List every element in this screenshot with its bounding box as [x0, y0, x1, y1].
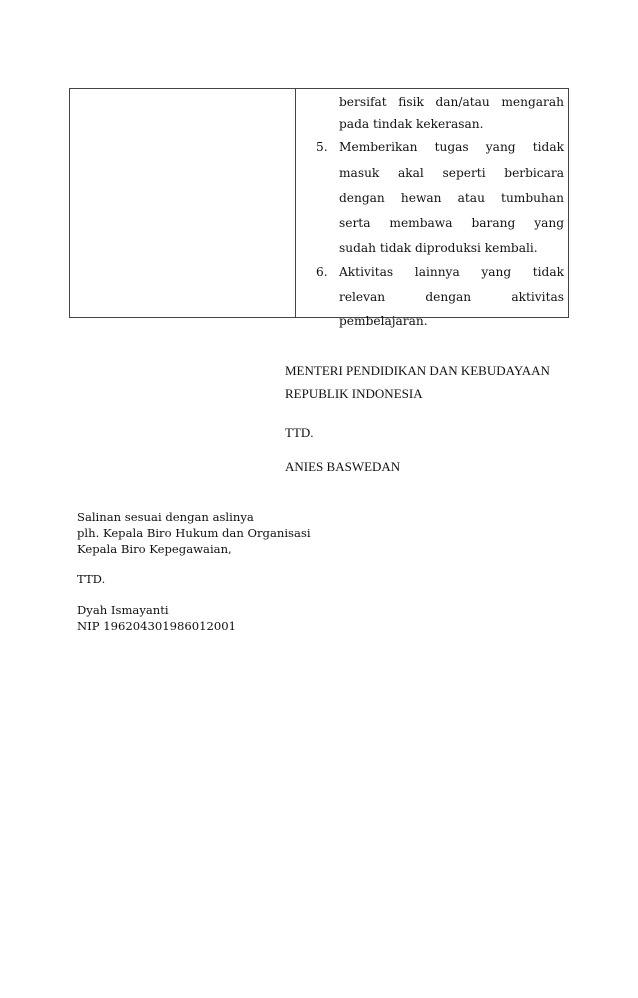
word: fisik	[398, 95, 424, 109]
word: akal	[397, 166, 424, 180]
word: mengarah	[501, 95, 564, 109]
word: seperti	[442, 166, 486, 180]
copy-note: Salinan sesuai dengan aslinya	[77, 510, 254, 524]
word: membawa	[389, 216, 453, 230]
word: atau	[457, 191, 485, 205]
copy-official-nip: NIP 196204301986012001	[77, 619, 236, 633]
word: dan/atau	[435, 95, 490, 109]
copy-official-name: Dyah Ismayanti	[77, 603, 169, 617]
word: yang	[485, 140, 516, 154]
signature-ttd: TTD.	[285, 425, 314, 440]
item-number: 6.	[316, 265, 328, 279]
word: tidak	[532, 265, 564, 279]
word: berbicara	[504, 166, 564, 180]
word: lainnya	[414, 265, 460, 279]
signature-name: ANIES BASWEDAN	[285, 459, 401, 474]
word: Memberikan	[339, 140, 418, 154]
item-line	[339, 160, 564, 186]
word: relevan	[339, 290, 386, 304]
word: hewan	[400, 191, 442, 205]
item-line: pembelajaran.	[339, 314, 428, 328]
word: tumbuhan	[501, 191, 564, 205]
table-column-divider	[295, 89, 296, 317]
copy-office-line-2: Kepala Biro Kepegawaian,	[77, 542, 232, 556]
list-item-6	[316, 259, 564, 285]
continuation-line-2: pada tindak kekerasan.	[339, 117, 484, 131]
word: dengan	[339, 191, 385, 205]
word: dengan	[425, 290, 472, 304]
signature-title-line-1: MENTERI PENDIDIKAN DAN KEBUDAYAAN	[285, 363, 550, 378]
rules-table	[69, 88, 569, 328]
word: Aktivitas	[339, 265, 394, 279]
copy-office-line-1: plh. Kepala Biro Hukum dan Organisasi	[77, 526, 311, 540]
list-item-5	[316, 134, 564, 160]
item-line	[339, 259, 564, 285]
word: barang	[471, 216, 516, 230]
item-line: sudah tidak diproduksi kembali.	[339, 241, 538, 255]
signature-title-line-2: REPUBLIK INDONESIA	[285, 386, 423, 401]
word: tidak	[532, 140, 564, 154]
word: yang	[534, 216, 564, 230]
item-line	[339, 210, 564, 236]
word: yang	[481, 265, 512, 279]
word: masuk	[339, 166, 380, 180]
item-line	[339, 284, 564, 310]
word: tugas	[434, 140, 469, 154]
item-number: 5.	[316, 140, 328, 154]
word: bersifat	[339, 95, 387, 109]
word: aktivitas	[511, 290, 564, 304]
item-line	[339, 185, 564, 211]
item-line	[339, 134, 564, 160]
copy-ttd: TTD.	[77, 572, 106, 586]
word: serta	[339, 216, 371, 230]
